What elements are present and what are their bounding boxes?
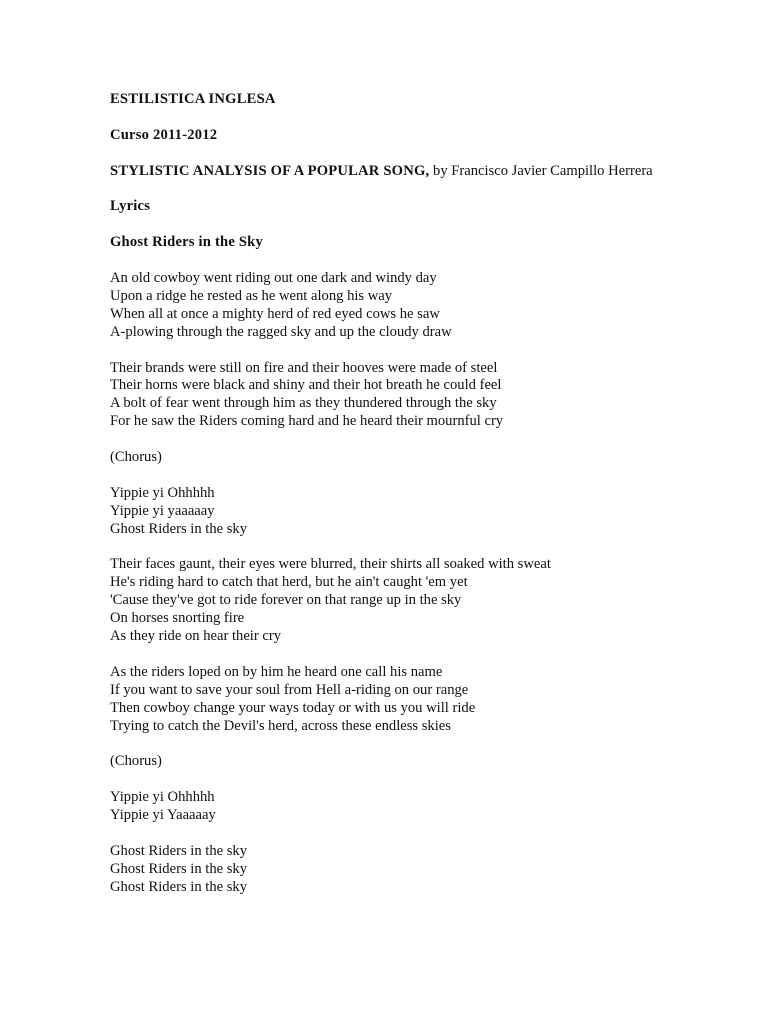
lyric-line: 'Cause they've got to ride forever on that range up in the sky bbox=[110, 592, 462, 609]
lyric-line: Their horns were black and shiny and their hot breath he could feel bbox=[110, 377, 502, 394]
lyric-line: As they ride on hear their cry bbox=[110, 628, 282, 645]
lyrics-stanza bbox=[110, 556, 670, 646]
lyric-line: (Chorus) bbox=[110, 449, 162, 466]
lyric-line: Yippie yi Ohhhhh bbox=[110, 789, 215, 806]
course-year: Curso 2011-2012 bbox=[110, 126, 218, 143]
lyric-line: Their brands were still on fire and their hooves were made of steel bbox=[110, 359, 498, 376]
lyrics-stanza bbox=[110, 449, 670, 467]
lyric-line: Trying to catch the Devil's herd, across these endless skies bbox=[110, 717, 451, 734]
lyric-line: (Chorus) bbox=[110, 753, 162, 770]
course-title: ESTILISTICA INGLESA bbox=[110, 91, 276, 107]
document-content bbox=[110, 91, 670, 914]
lyrics-stanza bbox=[110, 485, 670, 539]
lyric-line: If you want to save your soul from Hell a-riding on our range bbox=[110, 681, 469, 698]
lyrics-stanza bbox=[110, 664, 670, 736]
lyric-line: A bolt of fear went through him as they thundered through the sky bbox=[110, 395, 497, 412]
lyric-line: An old cowboy went riding out one dark and windy day bbox=[110, 269, 437, 286]
lyrics-stanza bbox=[110, 360, 670, 432]
lyric-line: Yippie yi yaaaaay bbox=[110, 502, 215, 519]
lyric-line: Their faces gaunt, their eyes were blurred, their shirts all soaked with sweat bbox=[110, 556, 551, 573]
lyrics-stanza bbox=[110, 843, 670, 897]
lyric-line: Ghost Riders in the sky bbox=[110, 860, 248, 877]
lyric-line: Then cowboy change your ways today or with us you will ride bbox=[110, 699, 476, 716]
lyrics-heading: Lyrics bbox=[110, 198, 151, 215]
lyric-line: Ghost Riders in the sky bbox=[110, 520, 248, 537]
lyric-line: For he saw the Riders coming hard and he heard their mournful cry bbox=[110, 413, 504, 430]
analysis-byline: by Francisco Javier Campillo Herrera bbox=[429, 162, 653, 179]
lyric-line: He's riding hard to catch that herd, but he ain't caught 'em yet bbox=[110, 574, 468, 591]
song-title: Ghost Riders in the Sky bbox=[110, 234, 263, 251]
lyrics-body bbox=[110, 270, 670, 897]
lyrics-stanza bbox=[110, 270, 670, 342]
lyrics-stanza bbox=[110, 789, 670, 825]
lyric-line: On horses snorting fire bbox=[110, 610, 245, 627]
lyric-line: Ghost Riders in the sky bbox=[110, 878, 248, 895]
analysis-title-bold: STYLISTIC ANALYSIS OF A POPULAR SONG, bbox=[110, 162, 430, 179]
lyric-line: As the riders loped on by him he heard one call his name bbox=[110, 663, 443, 680]
lyric-line: Ghost Riders in the sky bbox=[110, 842, 248, 859]
lyric-line: Upon a ridge he rested as he went along his way bbox=[110, 287, 393, 304]
lyric-line: A-plowing through the ragged sky and up the cloudy draw bbox=[110, 323, 452, 340]
lyric-line: When all at once a mighty herd of red eyed cows he saw bbox=[110, 305, 440, 322]
lyrics-stanza bbox=[110, 753, 670, 771]
lyric-line: Yippie yi Yaaaaay bbox=[110, 807, 216, 824]
lyric-line: Yippie yi Ohhhhh bbox=[110, 484, 215, 501]
analysis-title bbox=[110, 163, 670, 181]
